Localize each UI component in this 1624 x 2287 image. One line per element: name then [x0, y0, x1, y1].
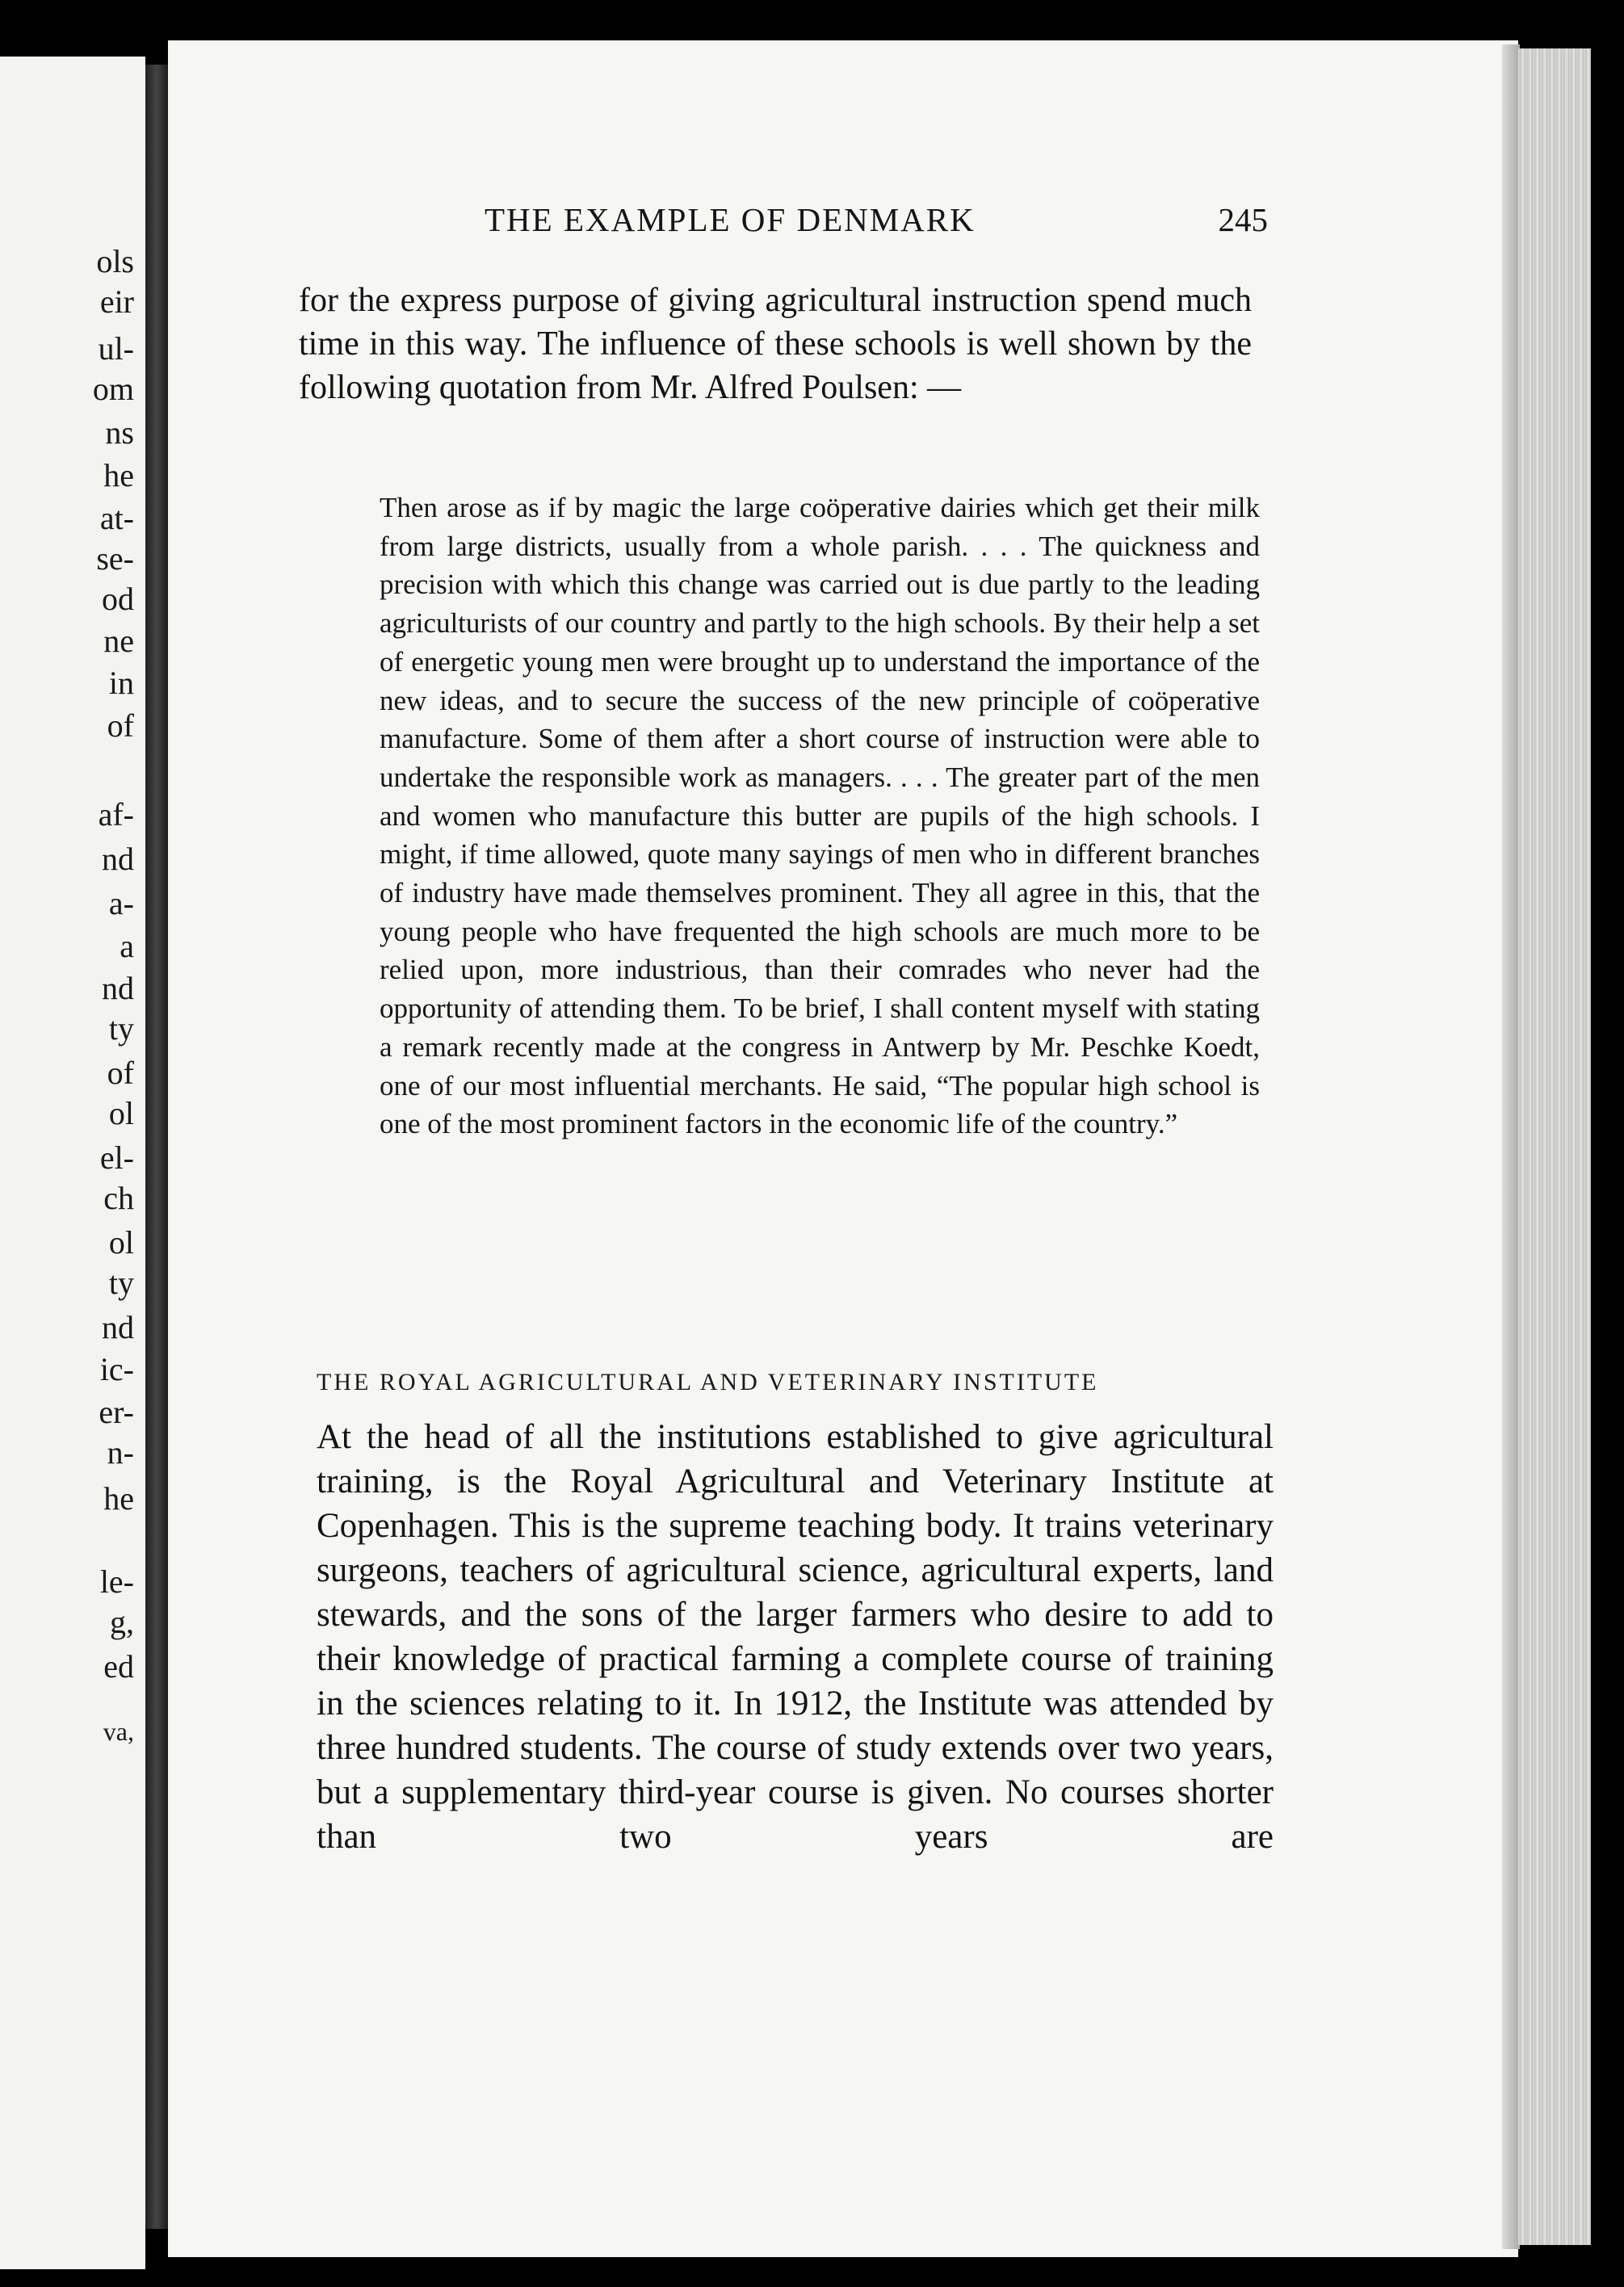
page-edge-shadow [1502, 44, 1520, 2249]
left-fragment: of [107, 1055, 134, 1091]
left-fragment: af- [98, 796, 134, 833]
left-fragment: of [107, 707, 134, 744]
left-fragment: eir [99, 283, 134, 320]
left-fragment: ne [103, 623, 134, 659]
left-fragment: ic- [99, 1351, 134, 1387]
left-fragment: od [102, 581, 134, 617]
paragraph-institute: At the head of all the institutions established to give agricultural training, is the Royal Agricultural and Veterinary Institute at Copenhagen. This is the supreme teaching body. It trains veterinary surgeons, teachers of agricultural science, agricultural experts, land stewards, and the sons of the larger farmers who desire to add to their knowledge of practical farming a complete course of training in the sciences relating to it. In 1912, the Institute was attended by three hundred students. The course of study extends over two years, but a supplementary third-year course is given. No courses shorter than two years are [317, 1418, 1274, 1856]
book-gutter [145, 65, 168, 2229]
left-fragment: nd [102, 841, 134, 877]
left-fragment: se- [96, 540, 134, 577]
left-fragment: er- [99, 1394, 134, 1430]
paragraph-intro: for the express purpose of giving agricultural instruction spend much time in this way. The influence of these schools is well shown by the following quotation from Mr. Alfred Poulsen: — [299, 282, 1252, 406]
left-fragment: ol [108, 1095, 134, 1131]
page-number: 245 [1218, 201, 1268, 238]
left-fragment: at- [99, 500, 134, 536]
running-head-title: THE EXAMPLE OF DENMARK [485, 201, 976, 238]
left-fragment: nd [102, 970, 134, 1006]
section-heading: THE ROYAL AGRICULTURAL AND VETERINARY INSTITUTE [317, 1369, 1099, 1395]
left-fragment: le- [99, 1563, 134, 1600]
block-quote: Then arose as if by magic the large coöperative dairies which get their milk from large districts, usually from a whole parish. . . . The quickness and precision with which this change was carried out is due partly to the leading agriculturists of our country and partly to the high schools. By their help a set of energetic young men were brought up to understand the importance of the new ideas, and to secure the success of the new principle of coöperative manufacture. Some of them after a short course of instruction were able to undertake the responsible work as managers. . . . The greater part of the men and women who manufacture this butter are pupils of the high schools. I might, if time allowed, quote many sayings of men who in different branches of industry have made themselves prominent. They all agree in this, that the young people who have frequented the high schools are much more to be relied upon, more industrious, than their comrades who never had the opportunity of attending them. To be brief, I shall content myself with stating a remark recently made at the congress in Antwerp by Mr. Peschke Koedt, one of our most influential merchants. He said, “The popular high school is one of the most prominent factors in the economic life of the country.” [380, 492, 1260, 1140]
left-fragment: he [103, 457, 134, 493]
left-fragment: va, [103, 1717, 134, 1746]
left-fragment: ols [96, 243, 134, 279]
left-fragment: ty [108, 1010, 134, 1047]
left-fragment: om [92, 371, 134, 407]
left-fragment: ns [105, 414, 134, 451]
running-head [315, 200, 1268, 249]
left-fragment: nd [102, 1309, 134, 1345]
left-fragment: a- [108, 885, 134, 921]
left-page-fragment [0, 57, 145, 2269]
left-fragment: ty [108, 1265, 134, 1301]
left-fragment: g, [110, 1604, 134, 1640]
left-fragment: el- [99, 1139, 134, 1176]
left-fragment: n- [107, 1434, 134, 1471]
left-fragment: ol [108, 1224, 134, 1261]
left-fragment: a [120, 928, 134, 964]
left-fragment: ed [103, 1648, 134, 1685]
left-fragment: he [103, 1480, 134, 1517]
page-stack-edge [1518, 48, 1591, 2245]
left-fragment: ch [103, 1180, 134, 1216]
left-fragment: in [108, 665, 134, 701]
left-fragment: ul- [98, 330, 134, 367]
